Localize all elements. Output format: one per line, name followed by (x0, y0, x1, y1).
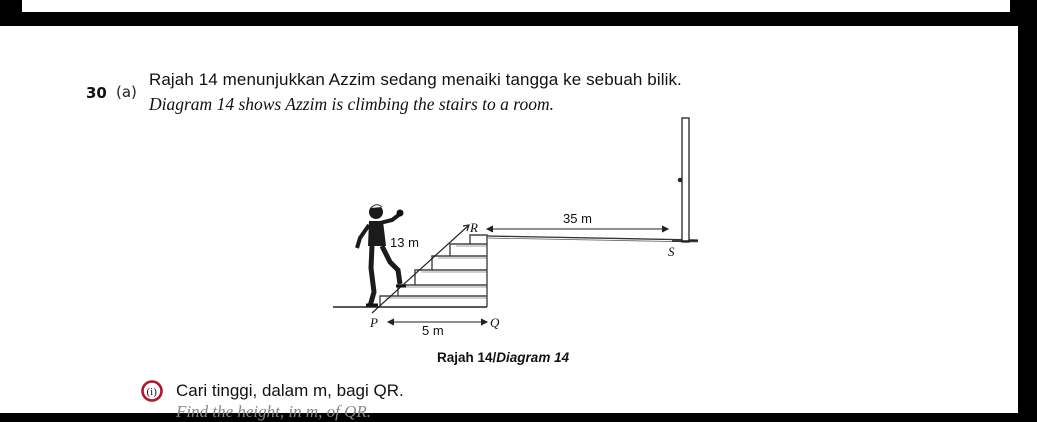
label-S: S (668, 244, 675, 259)
subquestion-text-malay: Cari tinggi, dalam m, bagi QR. (176, 381, 404, 400)
label-dist-PR: 13 m (390, 235, 419, 250)
label-R: R (470, 220, 478, 235)
caption-separator: / (492, 350, 497, 365)
question-text-english: Diagram 14 shows Azzim is climbing the stairs to a room. (149, 94, 554, 114)
label-dist-RS: 35 m (563, 211, 592, 226)
label-dist-PQ: 5 m (422, 323, 444, 338)
question-number: 30 (86, 84, 107, 102)
subquestion-marker-circle (140, 379, 164, 403)
diagram-caption (437, 350, 569, 365)
upper-floor (487, 236, 698, 240)
caption-malay: Rajah 14 (437, 350, 493, 365)
question-part: (a) (116, 83, 137, 101)
label-Q: Q (490, 315, 500, 330)
door (682, 118, 689, 242)
question-text-malay: Rajah 14 menunjukkan Azzim sedang menaiki tangga ke sebuah bilik. (149, 70, 682, 89)
subquestion-marker: (i) (146, 386, 157, 398)
caption-english: Diagram 14 (496, 350, 570, 365)
label-P: P (370, 315, 378, 330)
subquestion-text-english: Find the height, in m, of QR. (176, 402, 372, 421)
door-knob (678, 178, 682, 182)
